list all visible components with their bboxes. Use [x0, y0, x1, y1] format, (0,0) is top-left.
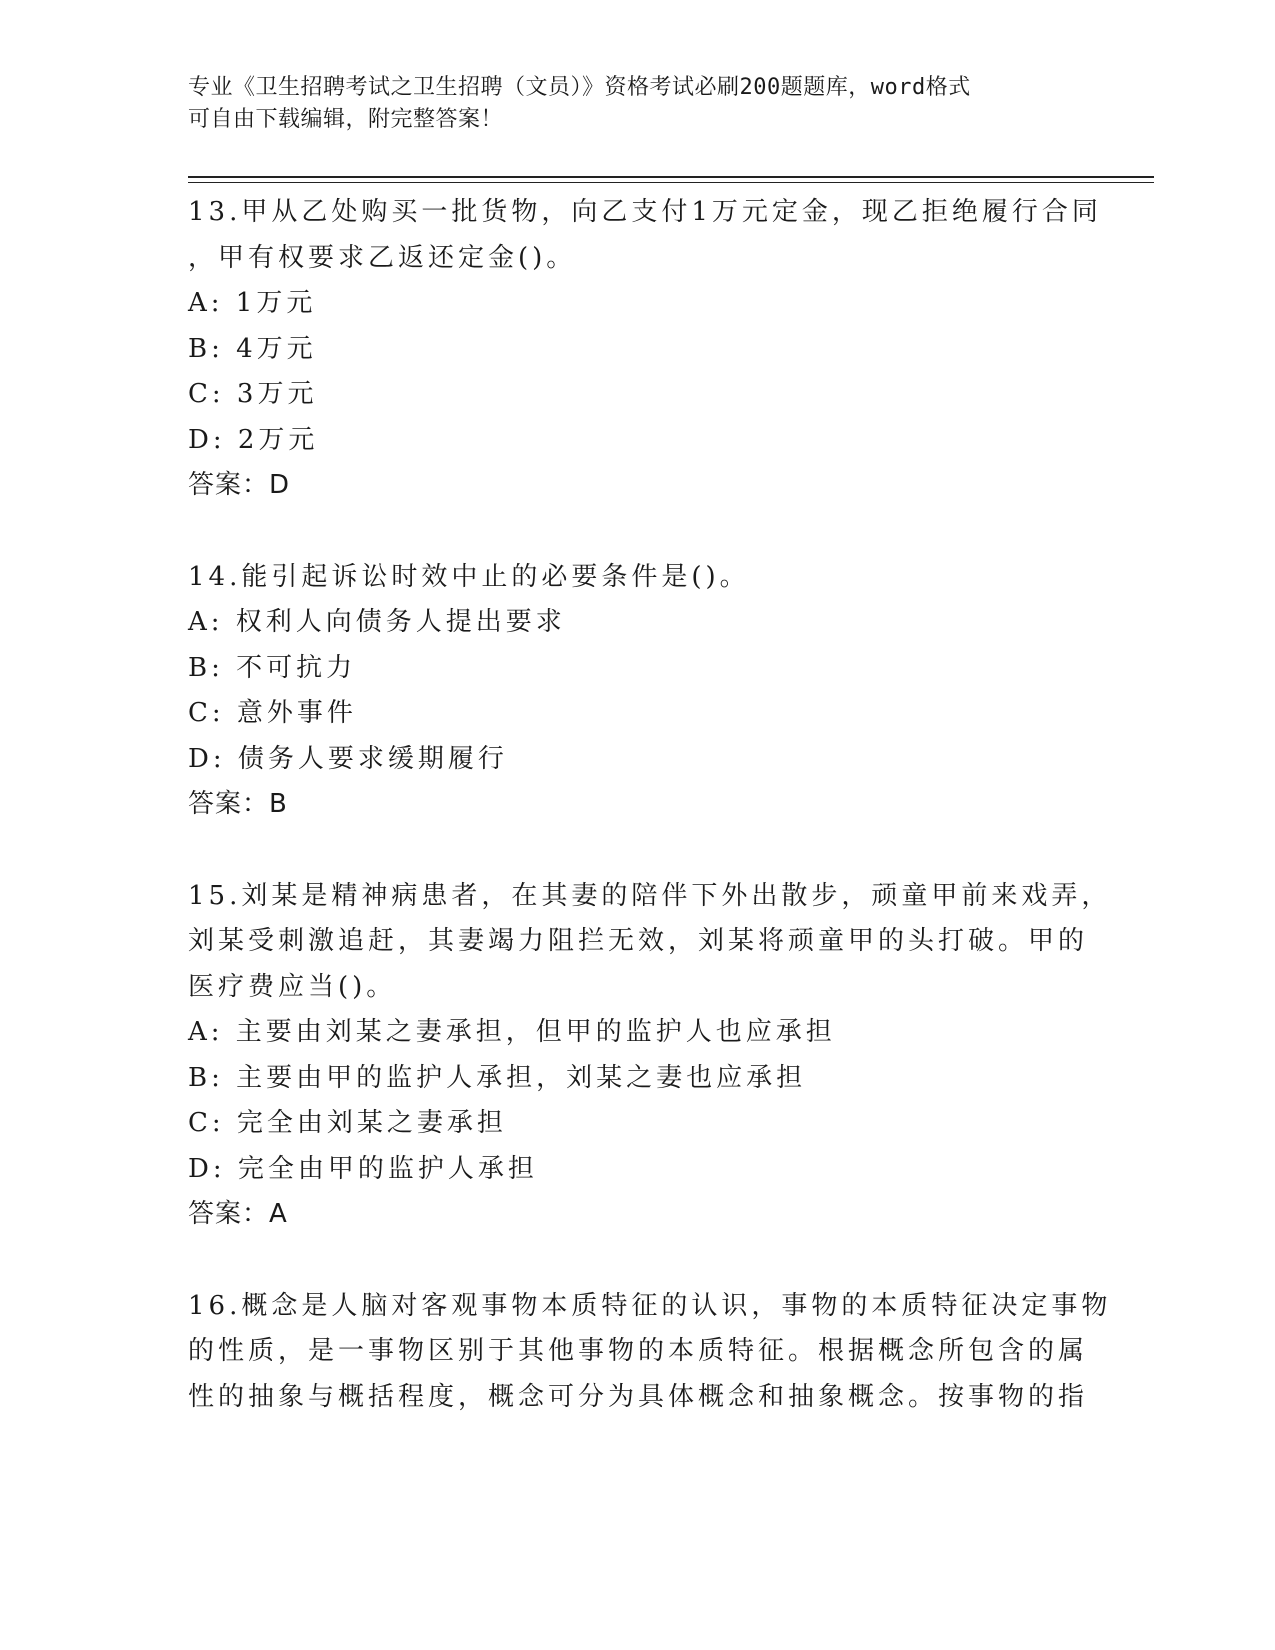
question-14	[188, 555, 1088, 828]
question-13-answer: 答案：D	[188, 470, 291, 500]
question-spacer	[188, 509, 1088, 555]
question-15-answer: 答案：A	[188, 1199, 288, 1229]
question-14-stem-line-1: 14.能引起诉讼时效中止的必要条件是()。	[188, 561, 750, 592]
question-15-option-a: A: 主要由刘某之妻承担，但甲的监护人也应承担	[188, 1017, 836, 1047]
question-14-option-a: A: 权利人向债务人提出要求	[188, 607, 566, 637]
question-spacer	[188, 1238, 1088, 1284]
question-13	[188, 190, 1102, 509]
header-line-2: 可自由下载编辑，附完整答案！	[188, 107, 504, 132]
question-14-option-b: B: 不可抗力	[188, 652, 357, 683]
question-13-option-b: B: 4万元	[188, 333, 317, 364]
question-15-option-d: D: 完全由甲的监护人承担	[188, 1153, 538, 1184]
question-14-answer: 答案：B	[188, 789, 288, 819]
question-15	[188, 874, 1112, 1238]
question-15-stem-line-2: 刘某受刺激追赶，其妻竭力阻拦无效，刘某将顽童甲的头打破。甲的	[188, 926, 1089, 956]
question-15-option-c: C: 完全由刘某之妻承担	[188, 1108, 507, 1138]
question-spacer	[188, 828, 1088, 874]
question-list	[188, 190, 1112, 1420]
question-13-option-d: D: 2万元	[188, 424, 319, 455]
question-14-option-c: C: 意外事件	[188, 698, 357, 728]
question-15-option-b: B: 主要由甲的监护人承担，刘某之妻也应承担	[188, 1062, 807, 1093]
question-13-option-c: C: 3万元	[188, 379, 318, 409]
question-16-stem-line-2: 的性质，是一事物区别于其他事物的本质特征。根据概念所包含的属	[188, 1336, 1089, 1366]
question-16	[188, 1284, 1112, 1421]
header-rule-thick	[188, 176, 1154, 178]
question-16-stem-line-1: 16.概念是人脑对客观事物本质特征的认识，事物的本质特征决定事物	[188, 1290, 1112, 1321]
question-13-stem-line-1: 13.甲从乙处购买一批货物，向乙支付1万元定金，现乙拒绝履行合同	[188, 197, 1102, 227]
question-13-option-a: A: 1万元	[188, 288, 317, 318]
question-15-stem-line-3: 医疗费应当()。	[188, 971, 397, 1002]
question-14-option-d: D: 债务人要求缓期履行	[188, 743, 508, 774]
question-16-stem-line-3: 性的抽象与概括程度，概念可分为具体概念和抽象概念。按事物的指	[188, 1381, 1089, 1412]
header-line-1: 专业《卫生招聘考试之卫生招聘（文员）》资格考试必刷200题题库，word格式	[188, 75, 971, 100]
document-header	[188, 72, 1088, 136]
header-rule-thin	[188, 182, 1154, 183]
question-13-stem-line-2: ，甲有权要求乙返还定金()。	[188, 242, 577, 273]
question-15-stem-line-1: 15.刘某是精神病患者，在其妻的陪伴下外出散步，顽童甲前来戏弄，	[188, 880, 1112, 911]
